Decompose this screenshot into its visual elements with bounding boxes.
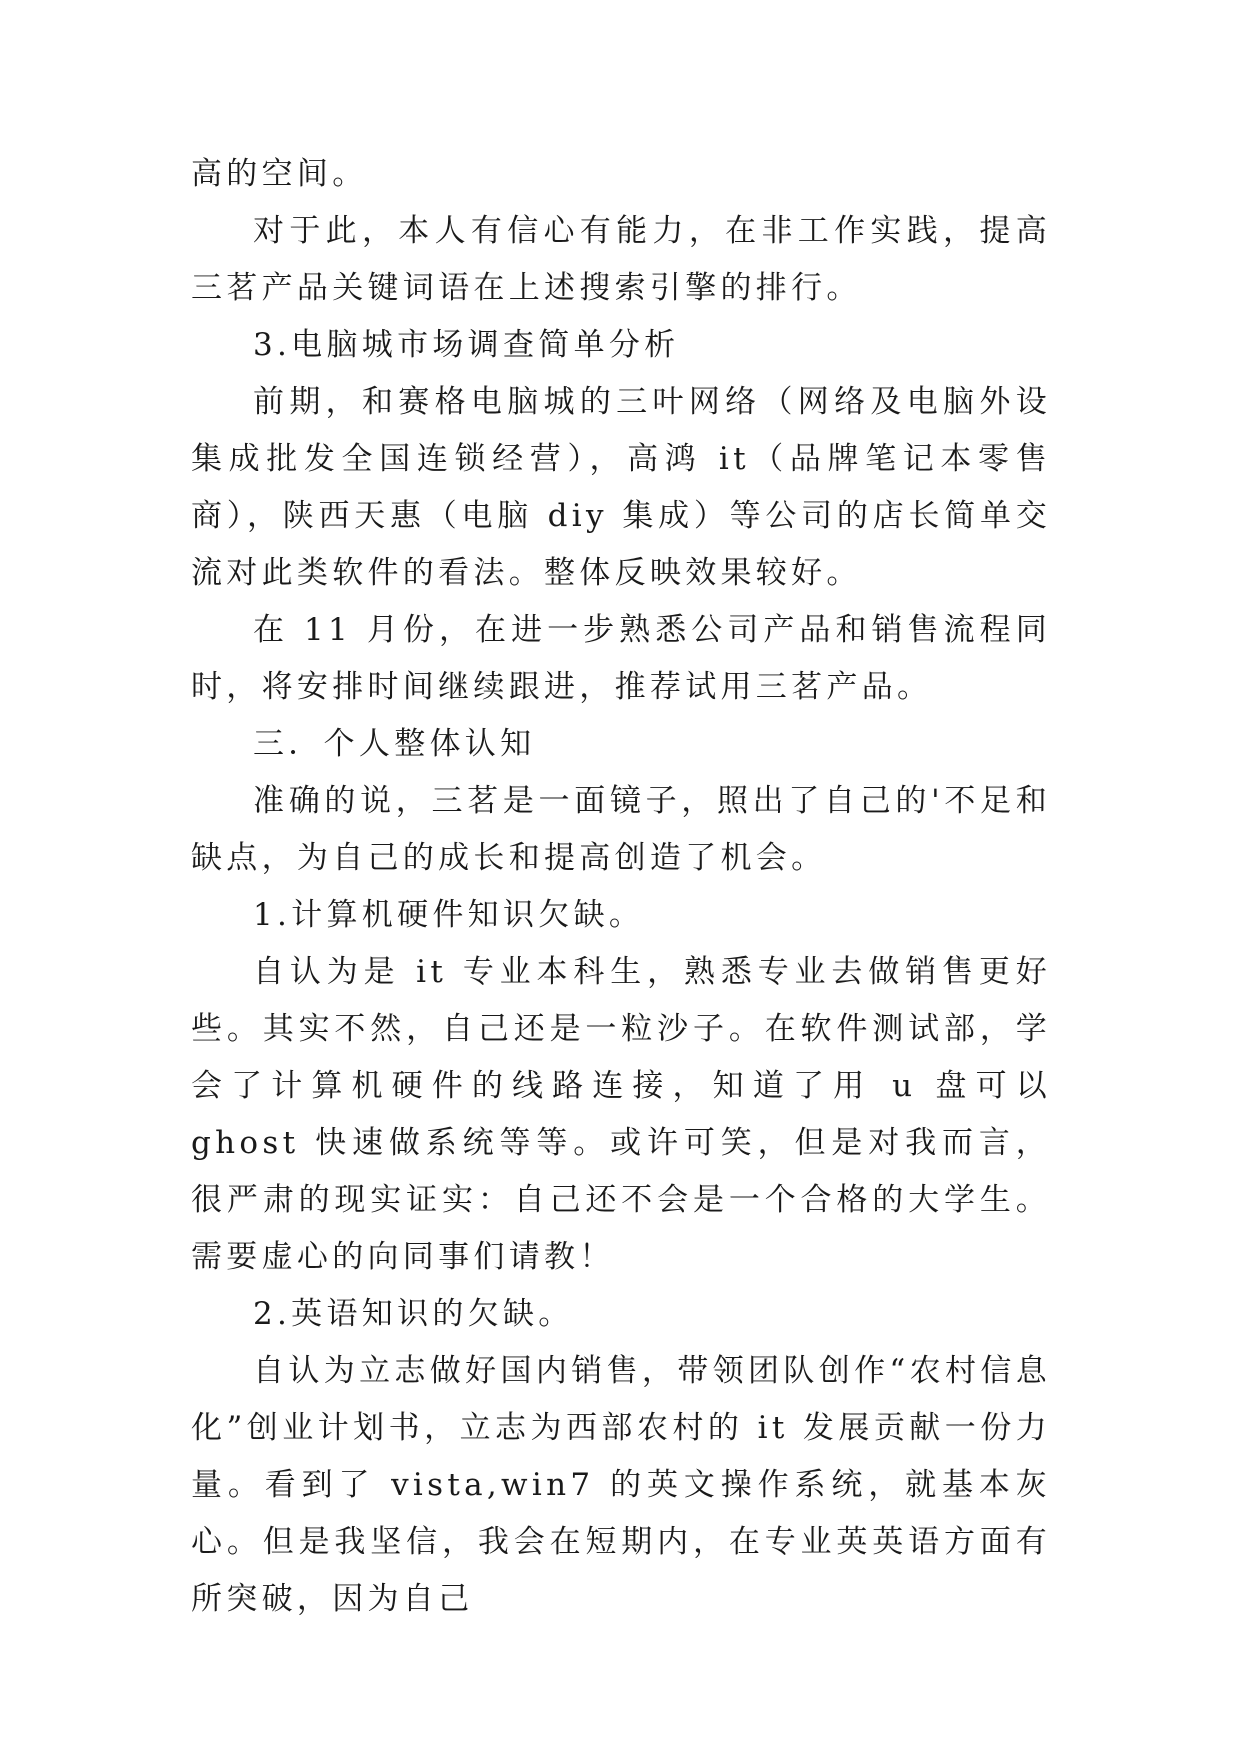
paragraph: 在 11 月份，在进一步熟悉公司产品和销售流程同时，将安排时间继续跟进，推荐试用三茗产品。 — [191, 612, 1051, 705]
paragraph: 自认为立志做好国内销售，带领团队创作“农村信息化”创业计划书，立志为西部农村的 it 发展贡献一份力量。看到了 vista,win7 的英文操作系统，就基本灰心。但是我坚信，我会在短期内，在专业英英语方面有所突破，因为自己 — [191, 1353, 1051, 1617]
paragraph: 准确的说，三茗是一面镜子，照出了自己的'不足和缺点，为自己的成长和提高创造了机会。 — [191, 783, 1051, 876]
paragraph: 自认为是 it 专业本科生，熟悉专业去做销售更好些。其实不然，自己还是一粒沙子。在软件测试部，学会了计算机硬件的线路连接，知道了用 u 盘可以 ghost 快速做系统等等。或许可笑，但是对我而言，很严肃的现实证实：自己还不会是一个合格的大学生。需要虚心的向同事们请教！ — [191, 954, 1051, 1275]
paragraph: 对于此，本人有信心有能力，在非工作实践，提高三茗产品关键词语在上述搜索引擎的排行。 — [191, 213, 1051, 306]
section-heading: 3.电脑城市场调查简单分析 — [253, 327, 680, 363]
section-heading: 1.计算机硬件知识欠缺。 — [253, 897, 645, 933]
section-heading: 三．个人整体认知 — [253, 726, 536, 762]
section-heading: 2.英语知识的欠缺。 — [253, 1296, 574, 1332]
paragraph: 前期，和赛格电脑城的三叶网络（网络及电脑外设集成批发全国连锁经营），高鸿 it（品牌笔记本零售商），陕西天惠（电脑 diy 集成）等公司的店长简单交流对此类软件的看法。整体反映效果较好。 — [191, 384, 1051, 591]
paragraph: 高的空间。 — [191, 156, 368, 192]
document-body — [191, 146, 1051, 1628]
